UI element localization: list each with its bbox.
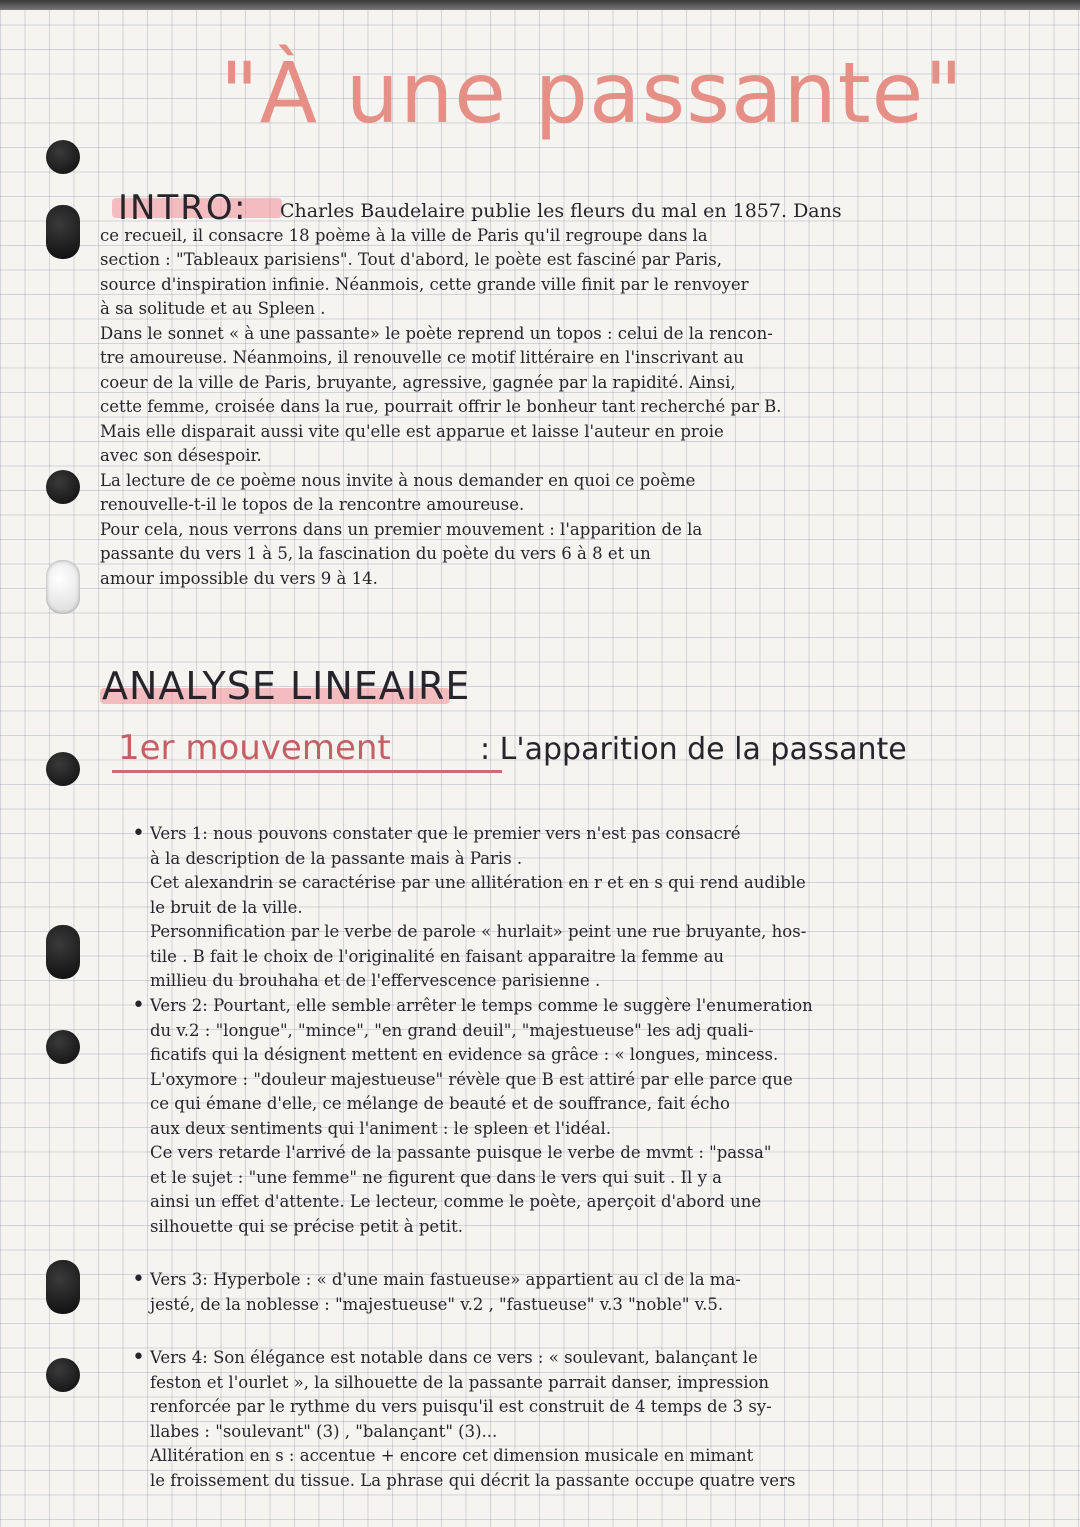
intro-line: avec son désespoir. (100, 446, 262, 465)
intro-line: Mais elle disparait aussi vite qu'elle est apparue et laisse l'auteur en proie (100, 421, 724, 441)
intro-label: INTRO: (118, 188, 248, 228)
verse-line: le froissement du tissue. La phrase qui décrit la passante occupe quatre vers (150, 1470, 796, 1490)
binder-hole (46, 925, 80, 979)
binder-hole (46, 752, 80, 786)
intro-line: ce recueil, il consacre 18 poème à la ville de Paris qu'il regroupe dans la (100, 225, 708, 245)
intro-line: cette femme, croisée dans la rue, pourrait offrir le bonheur tant recherché par B. (100, 397, 782, 416)
verse-line: millieu du brouhaha et de l'effervescence parisienne . (150, 971, 601, 990)
verse-line: à la description de la passante mais à Paris . (150, 848, 523, 868)
binder-hole (46, 1358, 80, 1392)
verse-line: et le sujet : "une femme" ne figurent que dans le vers qui suit . Il y a (150, 1167, 722, 1187)
verse-line: L'oxymore : "douleur majestueuse" révèle que B est attiré par elle parce que (150, 1069, 793, 1089)
bullet: • (132, 1267, 145, 1292)
verse-line: feston et l'ourlet », la silhouette de la passante parrait danser, impression (150, 1372, 770, 1392)
page-top-edge (0, 0, 1080, 10)
verse-block (150, 1268, 741, 1317)
verse-line: le bruit de la ville. (150, 897, 303, 917)
verse-line: Vers 4: Son élégance est notable dans ce vers : « soulevant, balançant le (150, 1348, 758, 1367)
intro-line: section : "Tableaux parisiens". Tout d'abord, le poète est fasciné par Paris, (100, 250, 723, 269)
verse-line: silhouette qui se précise petit à petit. (150, 1216, 463, 1236)
verse-block (150, 994, 813, 1239)
verse-line: jesté, de la noblesse : "majestueuse" v.2 , "fastueuse" v.3 "noble" v.5. (150, 1294, 724, 1314)
verse-line: renforcée par le rythme du vers puisqu'il est construit de 4 temps de 3 sy- (150, 1397, 772, 1416)
verse-line: Allitération en s : accentue + encore cet dimension musicale en mimant (150, 1446, 754, 1465)
bullet: • (132, 821, 145, 846)
binder-hole (46, 1260, 80, 1314)
page-title: "À une passante" (220, 44, 964, 142)
verse-line: Vers 1: nous pouvons constater que le premier vers n'est pas consacré (150, 824, 741, 843)
verse-line: llabes : "soulevant" (3) , "balançant" (3)... (150, 1421, 498, 1441)
verse-line: tile . B fait le choix de l'originalité en faisant apparaitre la femme au (150, 946, 725, 966)
verse-block (150, 1346, 795, 1493)
intro-line: renouvelle-t-il le topos de la rencontre amoureuse. (100, 495, 525, 514)
verse-block (150, 822, 806, 994)
intro-line: La lecture de ce poème nous invite à nous demander en quoi ce poème (100, 470, 696, 490)
binder-hole (46, 205, 80, 259)
verse-line: Cet alexandrin se caractérise par une allitération en r et en s qui rend audible (150, 873, 806, 892)
binder-hole (46, 470, 80, 504)
intro-line: tre amoureuse. Néanmoins, il renouvelle ce motif littéraire en l'inscrivant au (100, 348, 744, 367)
verse-line: du v.2 : "longue", "mince", "en grand deuil", "majestueuse" les adj quali- (150, 1020, 754, 1040)
intro-line: source d'inspiration infinie. Néanmois, cette grande ville finit par le renvoyer (100, 274, 749, 294)
verse-line: Ce vers retarde l'arrivé de la passante puisque le verbe de mvmt : "passa" (150, 1143, 772, 1162)
movement-title: : L'apparition de la passante (480, 732, 907, 767)
verse-line: aux deux sentiments qui l'animent : le spleen et l'idéal. (150, 1118, 612, 1138)
intro-line: Dans le sonnet « à une passante» le poète reprend un topos : celui de la rencon- (100, 323, 773, 343)
intro-line: à sa solitude et au Spleen . (100, 299, 326, 318)
verse-line: ainsi un effet d'attente. Le lecteur, comme le poète, aperçoit d'abord une (150, 1192, 762, 1211)
intro-line: coeur de la ville de Paris, bruyante, agressive, gagnée par la rapidité. Ainsi, (100, 372, 736, 392)
intro-line: Charles Baudelaire publie les fleurs du mal en 1857. Dans (280, 200, 842, 222)
movement-label: 1er mouvement (118, 728, 391, 768)
verse-line: ficatifs qui la désignent mettent en evidence sa grâce : « longues, mincess. (150, 1045, 779, 1064)
section-heading: ANALYSE LINEAIRE (102, 664, 471, 708)
intro-line: amour impossible du vers 9 à 14. (100, 568, 378, 588)
intro-line: Pour cela, nous verrons dans un premier mouvement : l'apparition de la (100, 519, 703, 539)
intro-paragraph (100, 199, 842, 591)
intro-line: passante du vers 1 à 5, la fascination du poète du vers 6 à 8 et un (100, 544, 651, 563)
bullet: • (132, 993, 145, 1018)
binder-hole (46, 140, 80, 174)
verse-line: Vers 3: Hyperbole : « d'une main fastueuse» appartient au cl de la ma- (150, 1270, 741, 1289)
verse-line: Personnification par le verbe de parole « hurlait» peint une rue bruyante, hos- (150, 922, 807, 941)
binder-hole (46, 560, 80, 614)
verse-line: Vers 2: Pourtant, elle semble arrêter le temps comme le suggère l'enumeration (150, 996, 813, 1015)
verse-line: ce qui émane d'elle, ce mélange de beauté et de souffrance, fait écho (150, 1094, 730, 1113)
movement-underline (112, 770, 502, 773)
bullet: • (132, 1345, 145, 1370)
binder-hole (46, 1030, 80, 1064)
